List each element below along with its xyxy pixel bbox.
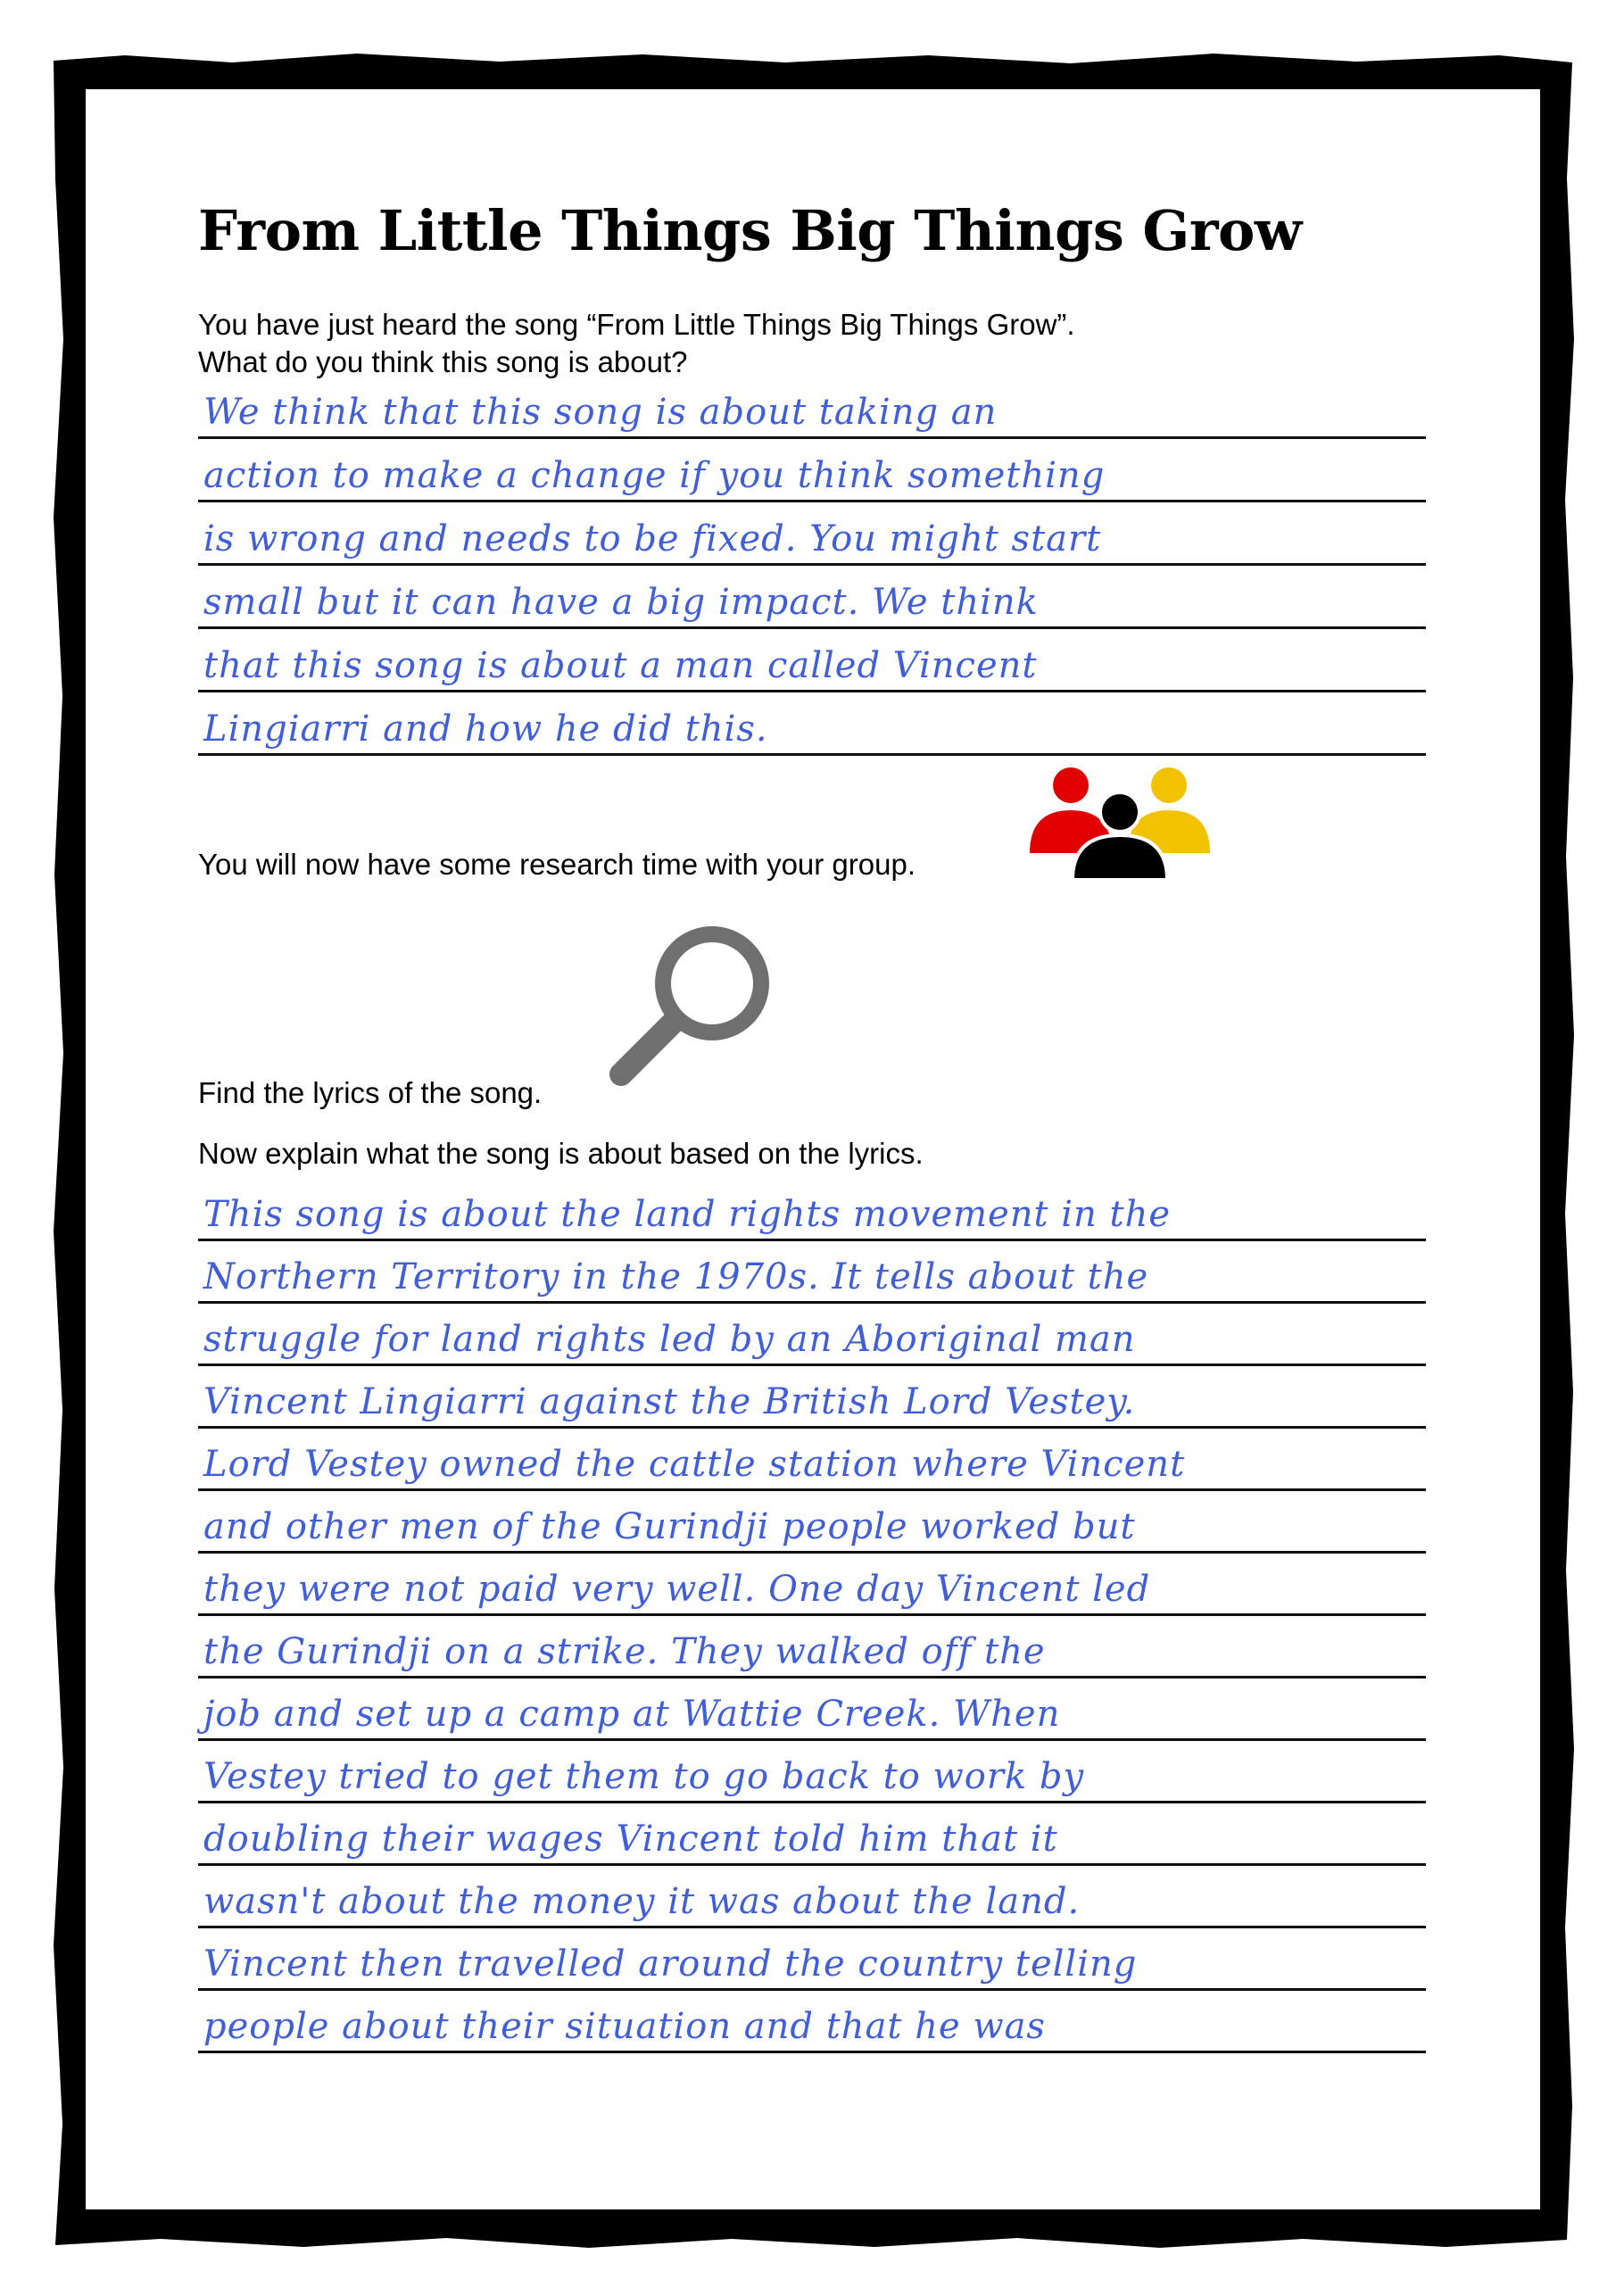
intro-text <box>198 306 1075 381</box>
answer-2-line <box>198 1986 1426 2053</box>
answer-2-line <box>198 1612 1426 1678</box>
handwriting-text: job and set up a camp at Wattie Creek. When <box>203 1694 1061 1735</box>
explain-instruction: Now explain what the song is about based on the lyrics. <box>198 1137 924 1170</box>
handwriting-text: and other men of the Gurindji people worked but <box>203 1506 1136 1547</box>
answer-2-line <box>198 1174 1426 1241</box>
answer-2-line <box>198 1549 1426 1616</box>
handwriting-text: We think that this song is about taking an <box>203 392 998 433</box>
answer-2-line <box>198 1737 1426 1803</box>
handwriting-text: doubling their wages Vincent told him that it <box>203 1819 1058 1860</box>
handwriting-text: struggle for land rights led by an Aboriginal man <box>203 1319 1136 1360</box>
intro-line-2: What do you think this song is about? <box>198 345 688 378</box>
answer-1-line <box>198 372 1426 439</box>
answer-2-line <box>198 1362 1426 1429</box>
handwriting-text: wasn't about the money it was about the land. <box>203 1881 1081 1922</box>
answer-2-line <box>198 1237 1426 1304</box>
handwriting-text: the Gurindji on a strike. They walked off the <box>203 1631 1046 1672</box>
handwriting-text: people about their situation and that he was <box>203 2006 1046 2047</box>
answer-2-line <box>198 1424 1426 1491</box>
answer-1-line <box>198 499 1426 566</box>
handwriting-text: Vincent then travelled around the country telling <box>203 1944 1138 1985</box>
handwriting-text: is wrong and needs to be fixed. You might start <box>203 518 1102 559</box>
answer-1-line <box>198 435 1426 502</box>
magnifying-glass-icon <box>603 921 782 1099</box>
handwriting-text: Lingiarri and how he did this. <box>203 709 768 750</box>
handwriting-text: This song is about the land rights movement in the <box>203 1194 1172 1235</box>
answer-2-line <box>198 1861 1426 1928</box>
handwriting-text: action to make a change if you think something <box>203 455 1106 496</box>
intro-line-1: You have just heard the song “From Little Things Big Things Grow”. <box>198 308 1075 341</box>
answer-2-line <box>198 1674 1426 1741</box>
handwriting-text: they were not paid very well. One day Vincent led <box>203 1569 1151 1610</box>
answer-2-line <box>198 1924 1426 1991</box>
handwriting-text: Vincent Lingiarri against the British Lord Vestey. <box>203 1381 1136 1422</box>
answer-1-line <box>198 562 1426 629</box>
handwriting-text: Northern Territory in the 1970s. It tells about the <box>203 1256 1149 1297</box>
handwriting-text: Vestey tried to get them to go back to work by <box>203 1756 1085 1797</box>
answer-2-line <box>198 1799 1426 1866</box>
group-people-icon <box>1026 766 1214 882</box>
answer-2-line <box>198 1299 1426 1366</box>
answer-1-line <box>198 689 1426 756</box>
handwriting-text: small but it can have a big impact. We think <box>203 582 1039 623</box>
answer-1-line <box>198 626 1426 692</box>
handwriting-text: that this song is about a man called Vincent <box>203 645 1038 686</box>
answer-2-line <box>198 1487 1426 1554</box>
page-title: From Little Things Big Things Grow <box>198 198 1302 263</box>
research-instruction: You will now have some research time with your group. <box>198 848 916 881</box>
lyrics-instruction: Find the lyrics of the song. <box>198 1076 543 1109</box>
handwriting-text: Lord Vestey owned the cattle station where Vincent <box>203 1444 1186 1485</box>
